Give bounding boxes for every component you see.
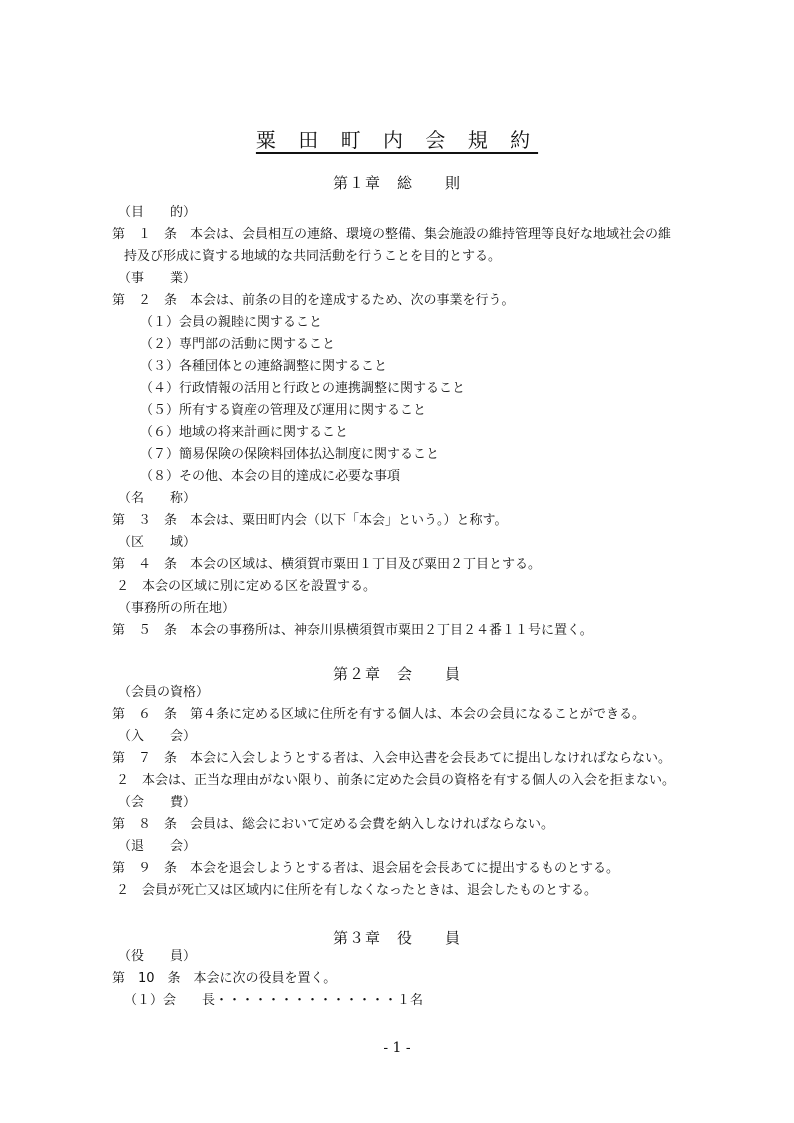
article-text: ２ 会員が死亡又は区域内に住所を有しなくなったときは、退会したものとする。 xyxy=(116,883,598,898)
list-item: （５）所有する資産の管理及び運用に関すること xyxy=(140,403,427,418)
chapter-3-heading: 第３章 役 員 xyxy=(332,929,461,947)
article-caption: （会員の資格） xyxy=(118,685,210,700)
article-text: 第 ２ 条 本会は、前条の目的を達成するため、次の事業を行う。 xyxy=(112,293,515,308)
list-item: （２）専門部の活動に関すること xyxy=(140,337,336,352)
list-item: （８）その他、本会の目的達成に必要な事項 xyxy=(140,469,401,484)
chapter-1-heading: 第１章 総 則 xyxy=(332,174,461,192)
article-caption: （事務所の所在地） xyxy=(118,601,236,616)
article-caption: （名 称） xyxy=(118,491,197,506)
article-text: 第 ９ 条 本会を退会しようとする者は、退会届を会長あてに提出するものとする。 xyxy=(112,861,620,876)
chapter-2-heading: 第２章 会 員 xyxy=(332,665,461,683)
article-caption: （事 業） xyxy=(118,271,197,286)
article-text: 持及び形成に資する地域的な共同活動を行うことを目的とする。 xyxy=(124,249,502,264)
article-caption: （目 的） xyxy=(118,205,197,220)
article-text: ２ 本会の区域に別に定める区を設置する。 xyxy=(116,579,377,594)
list-item: （６）地域の将来計画に関すること xyxy=(140,425,349,440)
article-caption: （入 会） xyxy=(118,729,197,744)
list-item: （１）会員の親睦に関すること xyxy=(140,315,323,330)
article-text: 第 ３ 条 本会は、粟田町内会（以下「本会」という。）と称す。 xyxy=(112,513,508,528)
article-text: 第 ５ 条 本会の事務所は、神奈川県横須賀市粟田２丁目２４番１１号に置く。 xyxy=(112,623,593,638)
article-caption: （区 域） xyxy=(118,535,197,550)
article-text: 第 ７ 条 本会に入会しようとする者は、入会申込書を会長あてに提出しなければならない。 xyxy=(112,751,672,766)
article-text: 第 １ 条 本会は、会員相互の連絡、環境の整備、集会施設の維持管理等良好な地域社会の維 xyxy=(112,227,672,242)
list-item: （１）会 長・・・・・・・・・・・・・・１名 xyxy=(124,993,424,1008)
article-caption: （役 員） xyxy=(118,949,197,964)
article-caption: （会 費） xyxy=(118,795,197,810)
list-item: （３）各種団体との連絡調整に関すること xyxy=(140,359,388,374)
article-text: 第 ４ 条 本会の区域は、横須賀市粟田１丁目及び粟田２丁目とする。 xyxy=(112,557,542,572)
list-item: （４）行政情報の活用と行政との連携調整に関すること xyxy=(140,381,466,396)
article-text: 第 ８ 条 会員は、総会において定める会費を納入しなければならない。 xyxy=(112,817,555,832)
article-text: 第 ６ 条 第４条に定める区域に住所を有する個人は、本会の会員になることができる。 xyxy=(112,707,646,722)
article-text: ２ 本会は、正当な理由がない限り、前条に定めた会員の資格を有する個人の入会を拒まない。 xyxy=(116,773,676,788)
list-item: （７）簡易保険の保険料団体払込制度に関すること xyxy=(140,447,440,462)
article-caption: （退 会） xyxy=(118,839,197,854)
document-title: 粟 田 町 内 会 規 約 xyxy=(255,128,539,152)
article-text: 第 10 条 本会に次の役員を置く。 xyxy=(112,971,337,986)
page-number: - 1 - xyxy=(383,1040,411,1056)
